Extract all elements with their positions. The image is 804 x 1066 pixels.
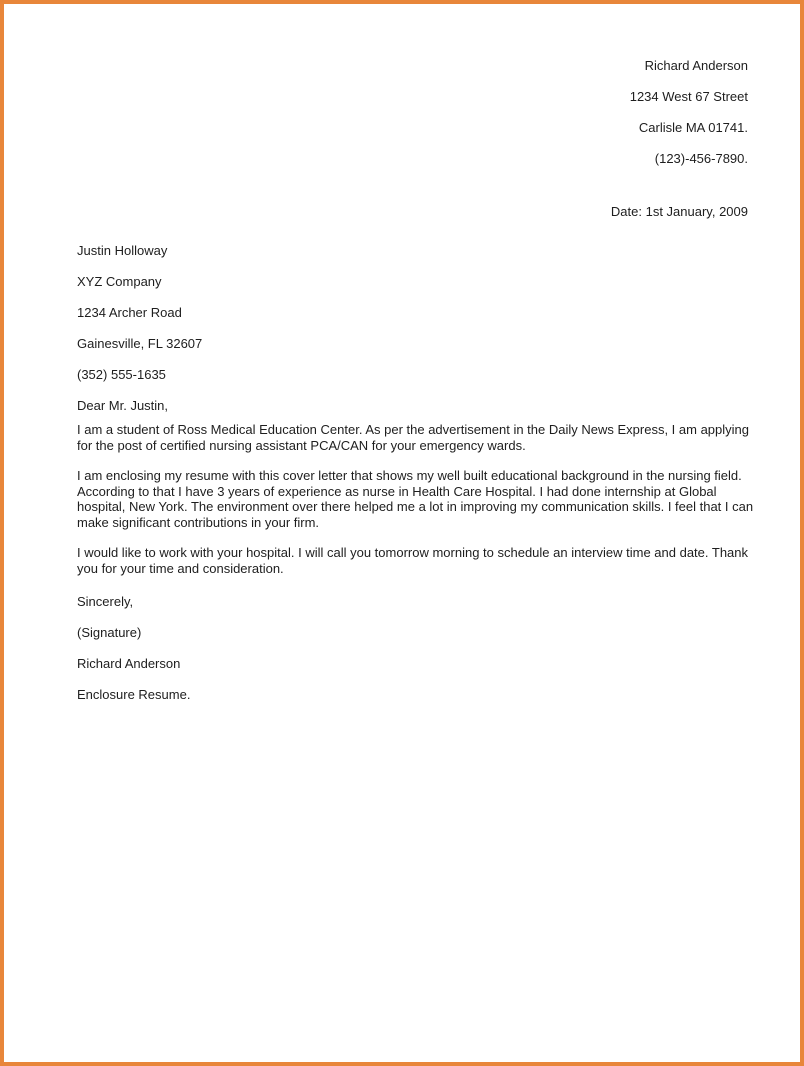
recipient-phone: (352) 555-1635	[77, 367, 166, 382]
closing-phrase: Sincerely,	[77, 594, 134, 609]
body-paragraph-3: I would like to work with your hospital. I will call you tomorrow morning to schedule an interview time and date. Thank you for your time and consideration.	[77, 545, 749, 576]
recipient-street: 1234 Archer Road	[77, 305, 182, 320]
sender-phone: (123)-456-7890.	[654, 151, 748, 166]
recipient-city: Gainesville, FL 32607	[77, 336, 203, 351]
sender-address-block	[630, 50, 748, 174]
sender-city: Carlisle MA 01741.	[638, 120, 748, 135]
signature-placeholder: (Signature)	[77, 625, 142, 640]
sender-street: 1234 West 67 Street	[629, 89, 748, 104]
enclosure-note: Enclosure Resume.	[77, 687, 191, 702]
letter-body	[77, 422, 757, 591]
recipient-company: XYZ Company	[77, 274, 162, 289]
body-paragraph-2: I am enclosing my resume with this cover letter that shows my well built educational background in the nursing field. According to that I have 3 years of experience as nurse in Health Care Hospital. I had done internship at Global hospital, New York. The environment over there helped me a lot in improving my communication skills. I feel that I can make significant contributions in your firm.	[77, 468, 754, 530]
recipient-address-block	[77, 235, 202, 421]
body-paragraph-1: I am a student of Ross Medical Education Center. As per the advertisement in the Daily News Express, I am applying for the post of certified nursing assistant PCA/CAN for your emergency wards.	[77, 422, 749, 453]
letter-date: Date: 1st January, 2009	[610, 204, 748, 219]
recipient-name: Justin Holloway	[77, 243, 168, 258]
closing-block	[77, 586, 190, 710]
signer-name: Richard Anderson	[77, 656, 181, 671]
salutation: Dear Mr. Justin,	[77, 398, 169, 413]
sender-name: Richard Anderson	[644, 58, 748, 73]
